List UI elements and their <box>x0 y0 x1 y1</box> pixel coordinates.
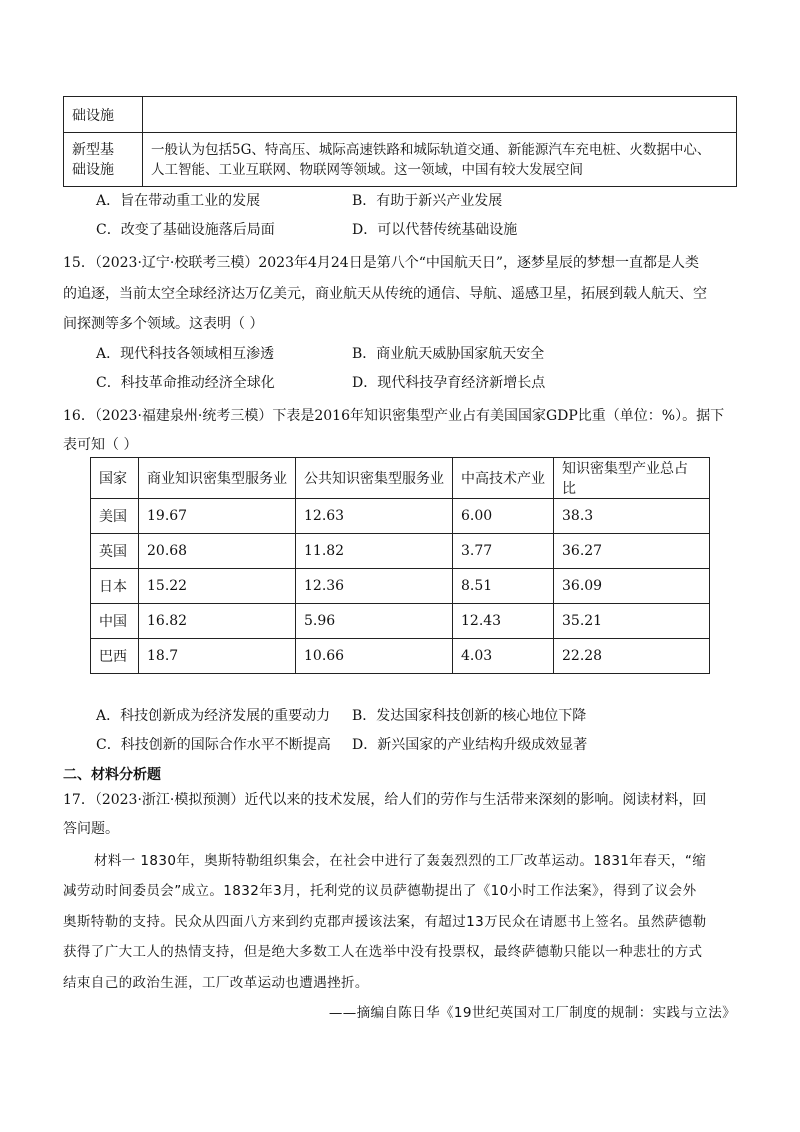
table-row <box>91 569 710 604</box>
table-cell: 19.67 <box>139 499 296 534</box>
row-label-line: 础设施 <box>72 161 114 178</box>
table-cell: 日本 <box>91 569 139 604</box>
table-header-cell: 公共知识密集型服务业 <box>296 458 453 499</box>
table-cell: 22.28 <box>554 639 710 674</box>
row-content-line: 一般认为包括5G、特高压、城际高速铁路和城际轨道交通、新能源汽车充电桩、火数据中心、 <box>151 141 711 158</box>
section-title: 二、材料分析题 <box>63 767 161 783</box>
q15-option-b[interactable]: B．商业航天威胁国家航天安全 <box>352 346 545 362</box>
q17-stem-line2: 答问题。 <box>63 821 119 837</box>
table-cell: 15.22 <box>139 569 296 604</box>
table-cell: 36.27 <box>554 534 710 569</box>
q16-option-a[interactable]: A．科技创新成为经济发展的重要动力 <box>96 708 331 724</box>
material-line: 奥斯特勒的支持。民众从四面八方来到约克郡声援该法案，有超过13万民众在请愿书上签名。虽然萨德勒 <box>63 914 707 930</box>
table-header-cell: 中高技术产业 <box>453 458 554 499</box>
table-row <box>64 97 737 133</box>
table-cell: 36.09 <box>554 569 710 604</box>
table-cell: 中国 <box>91 604 139 639</box>
q16-option-c[interactable]: C．科技创新的国际合作水平不断提高 <box>96 737 331 753</box>
table-cell: 10.66 <box>296 639 453 674</box>
q16-option-b[interactable]: B．发达国家科技创新的核心地位下降 <box>352 708 587 724</box>
table-row <box>91 604 710 639</box>
gdp-share-table <box>90 457 710 674</box>
infrastructure-table <box>63 96 737 187</box>
q15-option-a[interactable]: A．现代科技各领域相互渗透 <box>96 346 275 362</box>
table-header-row <box>91 458 710 499</box>
material-source: ——摘编自陈日华《19世纪英国对工厂制度的规制：实践与立法》 <box>328 1005 736 1021</box>
table-cell <box>64 133 143 187</box>
row-label-line: 新型基 <box>72 141 114 158</box>
table-cell: 5.96 <box>296 604 453 639</box>
table-header-cell: 国家 <box>91 458 139 499</box>
table-cell: 35.21 <box>554 604 710 639</box>
table-row <box>91 534 710 569</box>
q15-option-c[interactable]: C．科技革命推动经济全球化 <box>96 375 275 391</box>
q15-stem-line3: 间探测等多个领域。这表明（ ） <box>63 316 264 332</box>
table-cell: 12.36 <box>296 569 453 604</box>
table-header-cell: 知识密集型产业总占比 <box>554 458 710 499</box>
q14-option-d[interactable]: D．可以代替传统基础设施 <box>352 222 518 238</box>
row-content-line: 人工智能、工业互联网、物联网等领域。这一领域，中国有较大发展空间 <box>151 161 583 178</box>
q15-stem-line2: 的追逐，当前太空全球经济达万亿美元，商业航天从传统的通信、导航、遥感卫星，拓展到载人航天、空 <box>63 286 707 302</box>
table-cell: 12.63 <box>296 499 453 534</box>
q16-stem-line1: 16．（2023·福建泉州·统考三模）下表是2016年知识密集型产业占有美国国家GDP比重（单位：%）。据下 <box>63 408 725 424</box>
material-line: 获得了广大工人的热情支持，但是绝大多数工人在选举中没有投票权，最终萨德勒只能以一种悲壮的方式 <box>63 944 703 960</box>
table-cell: 4.03 <box>453 639 554 674</box>
q14-option-c[interactable]: C．改变了基础设施落后局面 <box>96 222 275 238</box>
table-cell <box>143 133 737 187</box>
material-line: 减劳动时间委员会”成立。1832年3月，托利党的议员萨德勒提出了《10小时工作法案》，得到了议会外 <box>63 883 697 899</box>
table-cell: 巴西 <box>91 639 139 674</box>
table-cell: 12.43 <box>453 604 554 639</box>
q16-option-d[interactable]: D．新兴国家的产业结构升级成效显著 <box>352 737 588 753</box>
q14-option-a[interactable]: A．旨在带动重工业的发展 <box>96 193 261 209</box>
material-line: 结束自己的政治生涯，工厂改革运动也遭遇挫折。 <box>63 975 369 991</box>
table-cell: 础设施 <box>64 97 143 133</box>
table-cell: 3.77 <box>453 534 554 569</box>
table-cell <box>143 97 737 133</box>
table-cell: 8.51 <box>453 569 554 604</box>
q14-option-b[interactable]: B．有助于新兴产业发展 <box>352 193 503 209</box>
q17-stem-line1: 17．（2023·浙江·模拟预测）近代以来的技术发展，给人们的劳作与生活带来深刻的影响。阅读材料，回 <box>63 792 707 808</box>
table-cell: 38.3 <box>554 499 710 534</box>
material-line: 材料一 1830年，奥斯特勒组织集会，在社会中进行了轰轰烈烈的工厂改革运动。1831年春天，“缩 <box>94 853 707 869</box>
table-cell: 18.7 <box>139 639 296 674</box>
table-row <box>64 133 737 187</box>
table-header-cell: 商业知识密集型服务业 <box>139 458 296 499</box>
q15-stem-line1: 15．（2023·辽宁·校联考三模）2023年4月24日是第八个“中国航天日”，逐梦星辰的梦想一直都是人类 <box>63 255 700 271</box>
q15-option-d[interactable]: D．现代科技孕育经济新增长点 <box>352 375 546 391</box>
table-cell: 英国 <box>91 534 139 569</box>
table-cell: 6.00 <box>453 499 554 534</box>
table-row <box>91 639 710 674</box>
table-cell: 16.82 <box>139 604 296 639</box>
table-row <box>91 499 710 534</box>
table-cell: 20.68 <box>139 534 296 569</box>
table-cell: 11.82 <box>296 534 453 569</box>
table-cell: 美国 <box>91 499 139 534</box>
q16-stem-line2: 表可知（ ） <box>63 437 138 453</box>
